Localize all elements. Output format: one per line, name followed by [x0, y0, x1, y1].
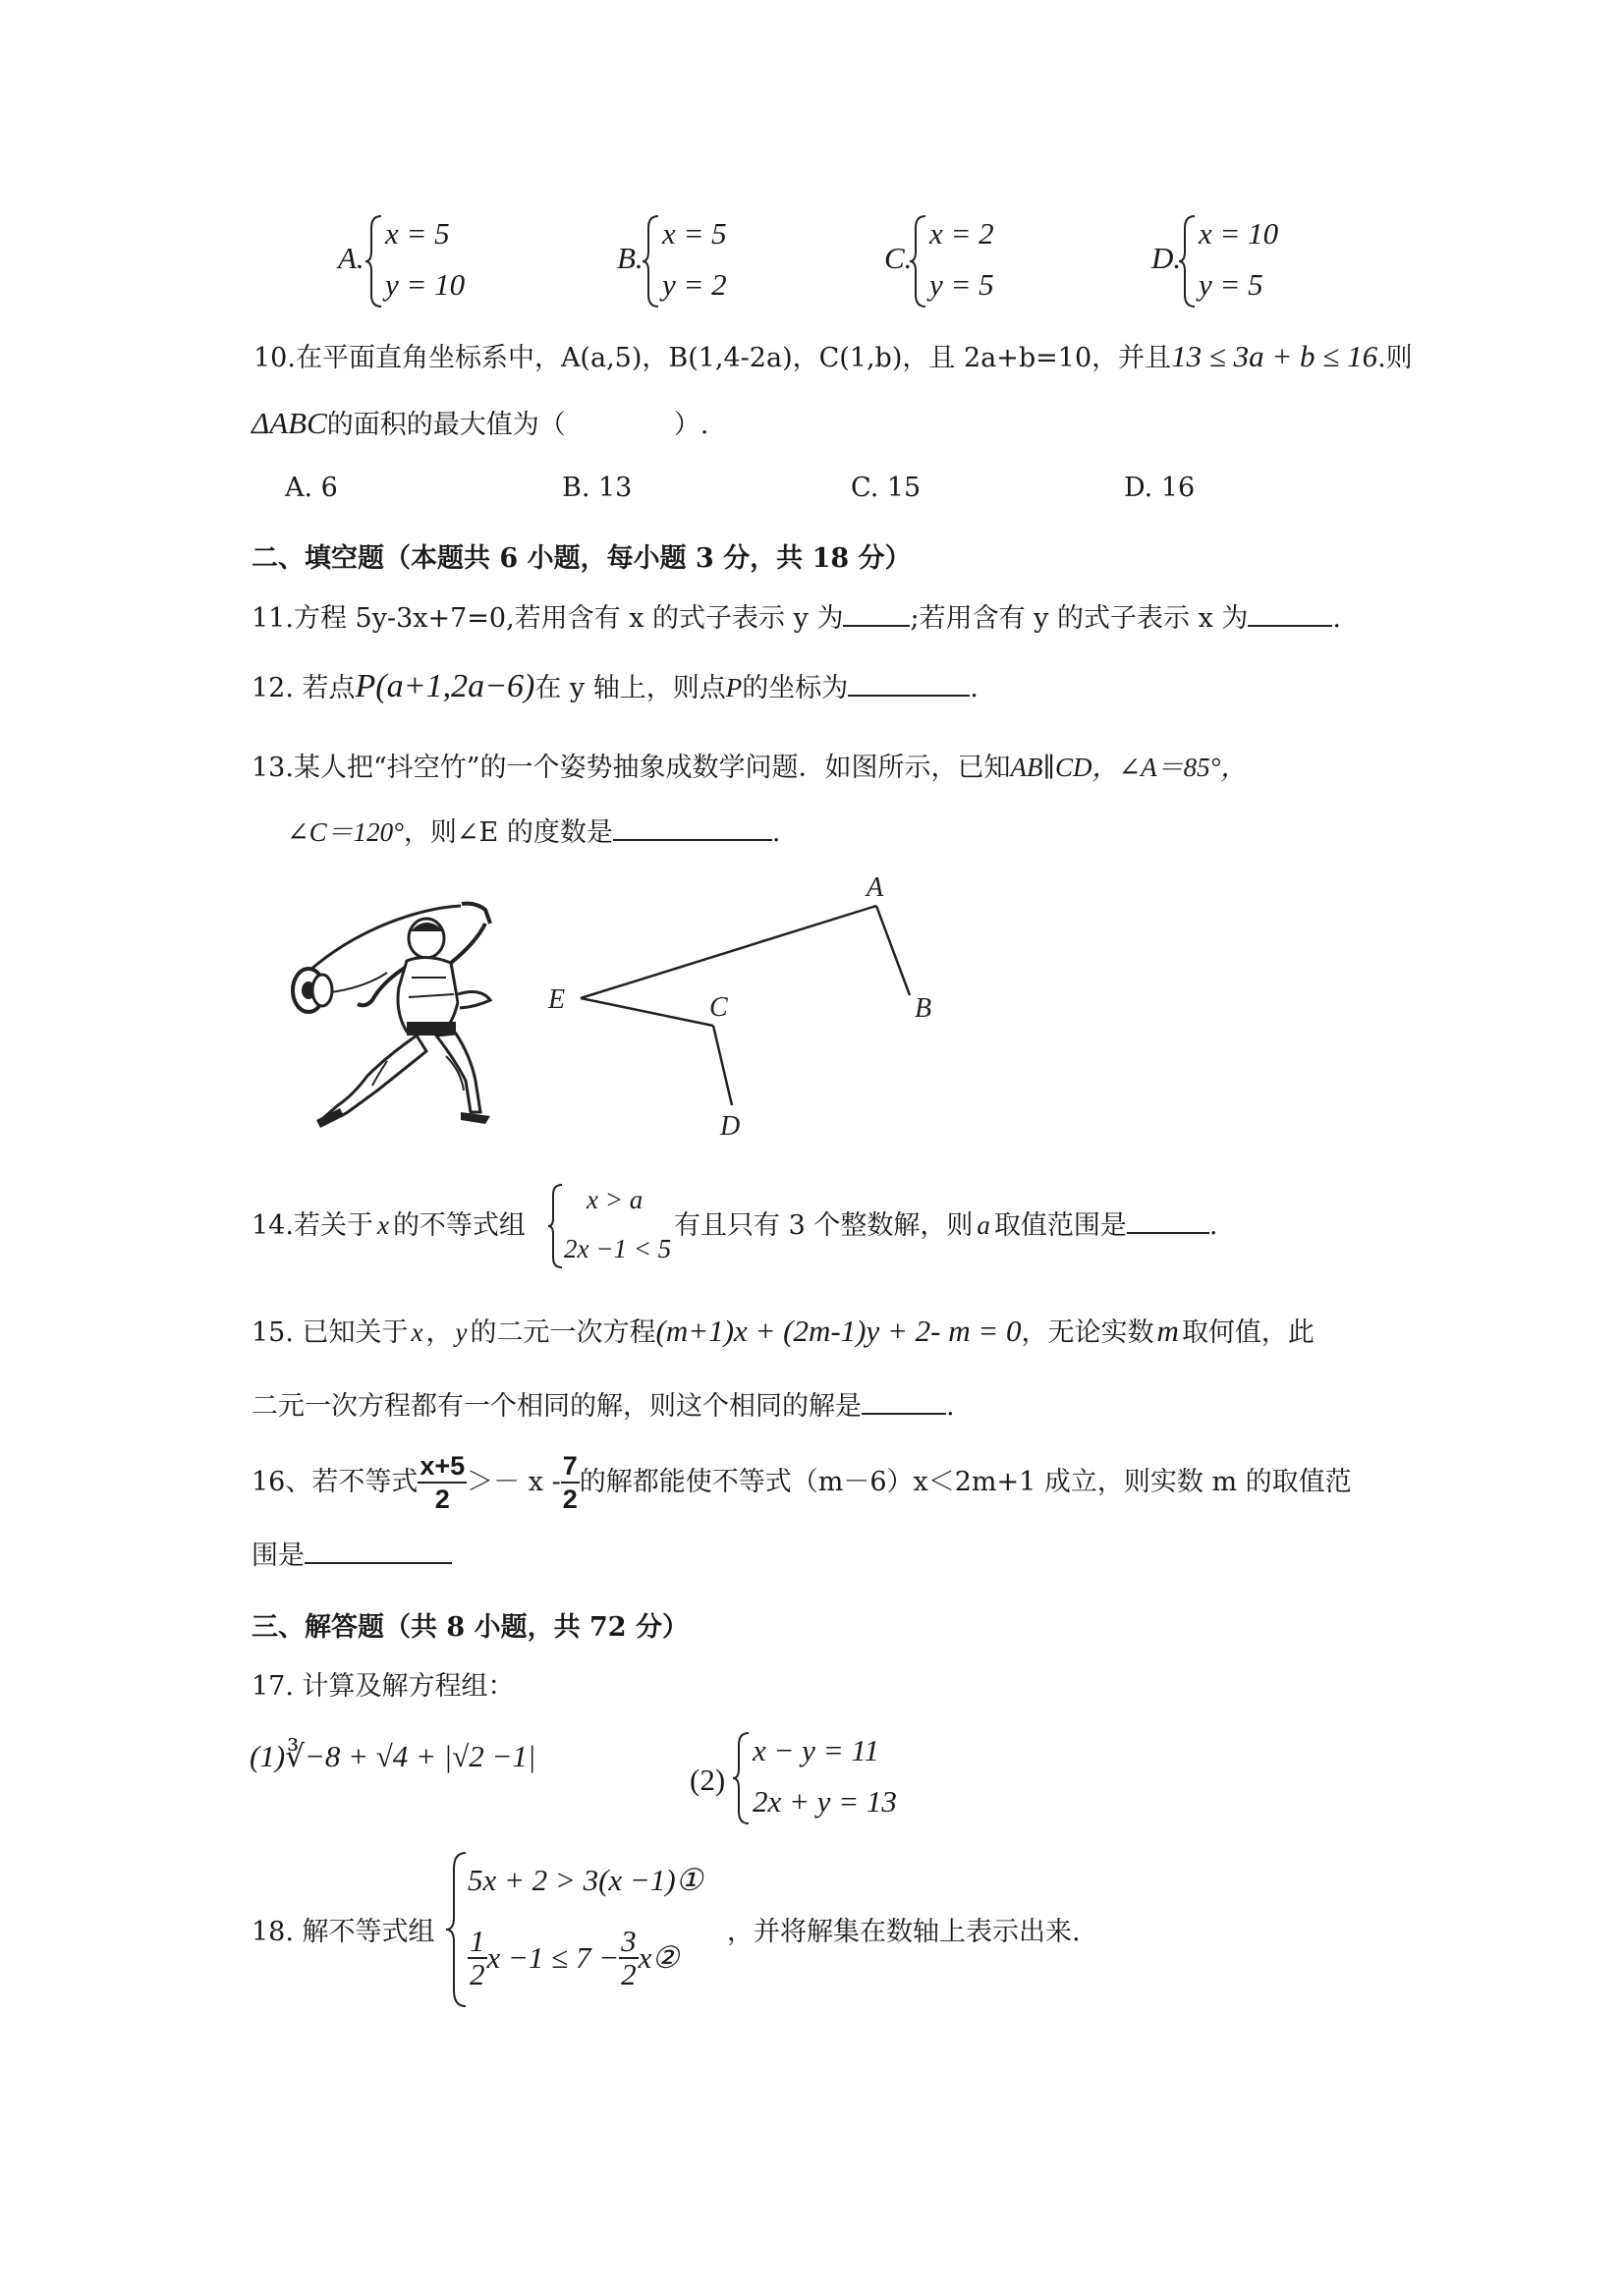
q10-text: 10.在平面直角坐标系中，A(a,5)，B(1,4-2a)，C(1,b)，且 2a+b=10，并且 [253, 343, 1172, 373]
equation: x = 10 [1199, 216, 1279, 251]
denominator: 2 [434, 1484, 450, 1514]
q10-question-end: ）. [673, 410, 709, 440]
q15-text: 取何值，此 [1181, 1317, 1315, 1348]
answer-blank [1248, 601, 1332, 627]
variable-x: x [376, 1210, 389, 1240]
option-label: D. [1151, 241, 1182, 275]
q10-option-b: B. 13 [562, 473, 633, 503]
equation: x = 5 [385, 216, 450, 251]
question-12 [252, 670, 979, 705]
answer-blank [848, 671, 970, 697]
brace-icon [641, 214, 662, 308]
denominator: 2 [621, 1957, 637, 1991]
variable-y: y [455, 1317, 468, 1347]
denominator: 2 [562, 1484, 578, 1514]
denominator: 2 [470, 1957, 485, 1991]
part-label: (2) [690, 1763, 726, 1797]
numerator: 3 [621, 1924, 637, 1958]
q14-text: 的不等式组 [392, 1210, 526, 1241]
point-label-c: C [709, 992, 728, 1023]
q16-text: ＞－ x - [467, 1467, 561, 1497]
q15-text: 的二元一次方程 [470, 1317, 656, 1348]
q12-end: . [970, 673, 979, 703]
option-label: B. [617, 241, 644, 275]
question-16 [252, 1450, 1352, 1515]
q16-text: 围是 [252, 1540, 305, 1571]
fraction [619, 1926, 639, 1990]
q14-text: 有且只有 3 个整数解，则 [674, 1210, 974, 1241]
q10-condition: 13 ≤ 3a + b ≤ 16 [1171, 339, 1378, 373]
answer-blank [862, 1389, 946, 1415]
segment-cd [713, 1026, 732, 1105]
equation: 2x + y = 13 [753, 1784, 897, 1819]
q10-option-d: D. 16 [1124, 473, 1196, 503]
q14-end: . [1208, 1210, 1218, 1241]
q13-end: . [771, 817, 781, 848]
point-name: P [725, 673, 743, 702]
angle-diagram [546, 865, 959, 1149]
answer-blank [1127, 1208, 1209, 1234]
equation: x − y = 11 [753, 1733, 880, 1767]
equation: (m+1)x + (2m-1)y + 2- m = 0 [655, 1314, 1022, 1348]
q11-end: . [1332, 603, 1341, 634]
equation: x = 5 [662, 216, 727, 251]
answer-blank [613, 815, 772, 841]
section-heading: 三、解答题（共 8 小题，共 72 分） [252, 1612, 689, 1643]
equation: y = 5 [1199, 267, 1263, 302]
brace-icon [1177, 214, 1199, 308]
numerator: 7 [561, 1450, 580, 1484]
inequality: 5x + 2 > 3(x −1)① [468, 1863, 703, 1897]
answer-blank [305, 1539, 452, 1564]
q13-condition: AB∥CD，∠A＝85°， [1010, 753, 1248, 782]
q18-text: ，并将解集在数轴上表示出来. [727, 1917, 1081, 1947]
q12-text: 在 y 轴上，则点 [534, 673, 726, 703]
section-heading: 二、填空题（本题共 6 小题，每小题 3 分，共 18 分） [252, 543, 912, 574]
question-15-line2 [252, 1389, 955, 1424]
inequality: 2x −1 < 5 [564, 1234, 672, 1263]
brace-icon [731, 1731, 753, 1825]
q13-question: ，则∠E 的度数是 [403, 817, 613, 848]
q11-text: ;若用含有 y 的式子表示 x 为 [910, 603, 1249, 634]
equation: x = 2 [929, 216, 994, 251]
segment-ab [876, 906, 910, 995]
q13-angle: ∠C＝120° [287, 817, 404, 847]
q10-option-c: C. 15 [851, 473, 922, 503]
q10-option-a: A. 6 [285, 473, 338, 503]
q15-text: ，无论实数 [1021, 1317, 1154, 1348]
option-label: C. [884, 241, 913, 275]
inequality: x > a [587, 1185, 644, 1214]
numerator: 1 [470, 1924, 485, 1958]
q15-text: ， [425, 1317, 453, 1348]
question-15 [252, 1315, 1315, 1350]
equation: y = 10 [385, 267, 466, 302]
diabolo-player-illustration [279, 884, 534, 1145]
option-label: A. [338, 241, 364, 275]
point-label-a: A [867, 872, 884, 903]
q14-text: 取值范围是 [993, 1210, 1127, 1241]
variable-a: a [977, 1210, 990, 1240]
q15-text: 二元一次方程都有一个相同的解，则这个相同的解是 [252, 1391, 862, 1422]
q12-text: 的坐标为 [742, 673, 849, 703]
equation: y = 2 [662, 267, 727, 302]
segment-ec [581, 998, 713, 1026]
question-11 [252, 601, 1341, 636]
variable-x: x [411, 1317, 423, 1347]
q15-text: 15. 已知关于 [252, 1317, 409, 1348]
equation: y = 5 [929, 267, 994, 302]
fraction [468, 1926, 487, 1990]
triangle-name: ΔABC [252, 406, 327, 440]
q12-text: 12. 若点 [252, 673, 356, 703]
variable-m: m [1156, 1314, 1179, 1348]
q10-text-end: .则 [1377, 343, 1413, 373]
q13-text: 13.某人把“抖空竹”的一个姿势抽象成数学问题．如图所示，已知 [252, 753, 1011, 783]
q14-text: 14.若关于 [252, 1210, 373, 1241]
brace-icon [908, 214, 929, 308]
q11-text: 11.方程 5y-3x+7=0,若用含有 x 的式子表示 y 为 [252, 603, 844, 634]
point-label-d: D [720, 1111, 741, 1142]
q15-end: . [946, 1391, 955, 1422]
answer-blank [843, 601, 910, 627]
fraction [561, 1450, 580, 1515]
q10-question: 的面积的最大值为（ [326, 410, 566, 440]
q18-text: 18. 解不等式组 [252, 1917, 435, 1947]
fraction [418, 1450, 467, 1515]
point-expression: P(a+1,2a−6) [355, 668, 535, 704]
q17-title: 17. 计算及解方程组： [252, 1671, 515, 1702]
question-13-line2 [287, 815, 780, 850]
q17-part1: (1)∛−8 + √4 + |√2 −1| [250, 1739, 536, 1773]
point-label-b: B [915, 993, 932, 1024]
question-16-line2 [252, 1539, 452, 1573]
numerator: x+5 [418, 1450, 467, 1484]
inequality [468, 1926, 679, 1990]
brace-icon [546, 1183, 566, 1269]
q16-text: 的解都能使不等式（m－6）x＜2m+1 成立，则实数 m 的取值范 [579, 1467, 1352, 1497]
inequality-part: x② [638, 1940, 680, 1975]
inequality-part: x −1 ≤ 7 − [486, 1940, 620, 1975]
brace-icon [444, 1851, 470, 2008]
brace-icon [364, 214, 385, 308]
segment-ea [581, 906, 876, 998]
q16-text: 16、若不等式 [252, 1467, 419, 1497]
point-label-e: E [548, 984, 566, 1015]
question-13 [252, 751, 1247, 785]
